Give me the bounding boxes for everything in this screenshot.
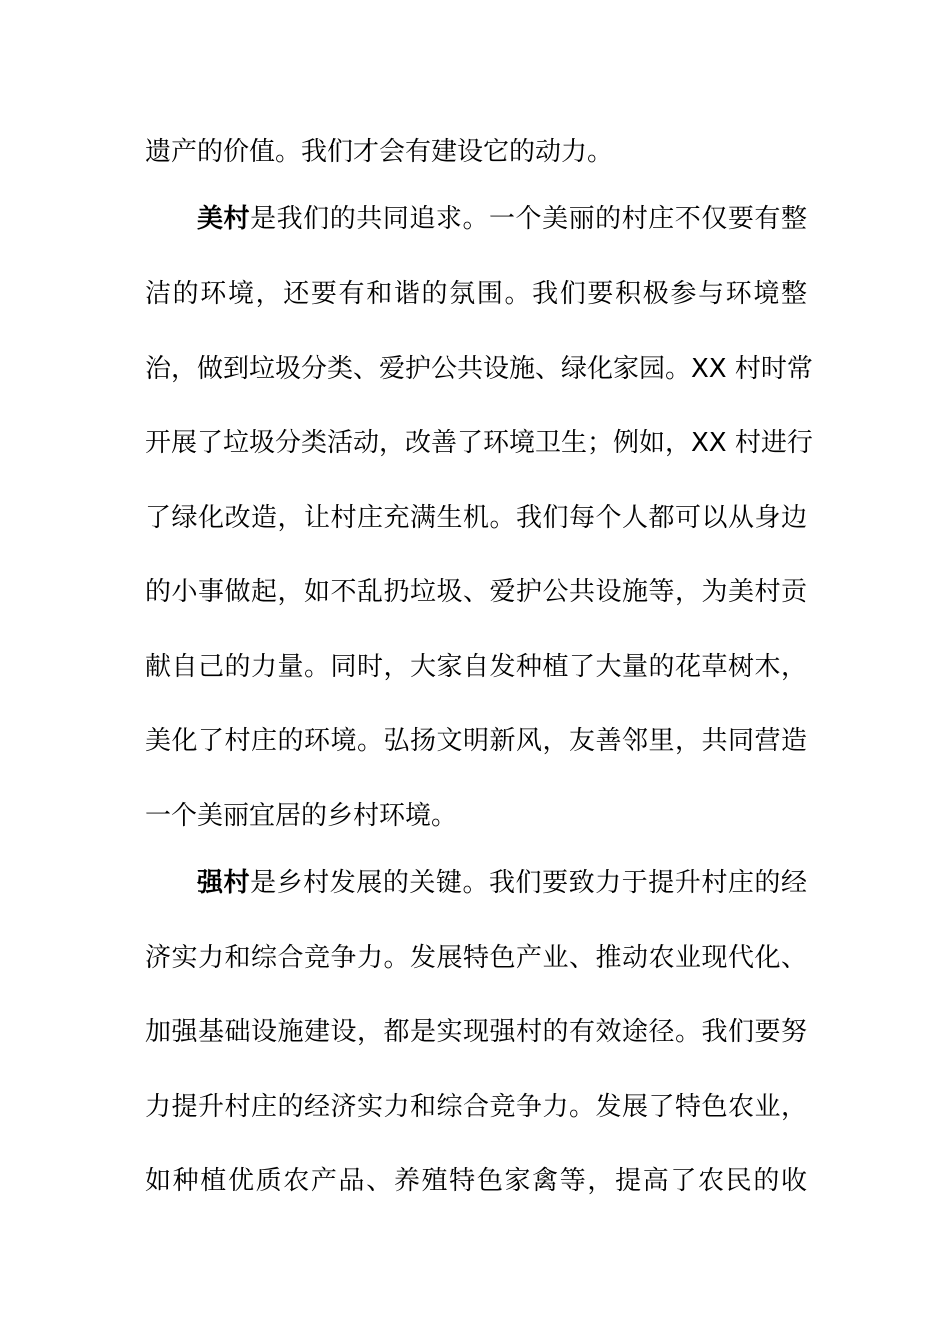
- paragraph-line: 加强基础设施建设，都是实现强村的有效途径。我们要努: [145, 1017, 807, 1047]
- paragraph-line: 力提升村庄的经济实力和综合竞争力。发展了特色农业，: [145, 1092, 807, 1122]
- paragraph-line: 洁的环境，还要有和谐的氛围。我们要积极参与环境整: [145, 279, 807, 309]
- paragraph-line-text: 是我们的共同追求。一个美丽的村庄不仅要有整: [250, 204, 807, 234]
- paragraph-line-text: 是乡村发展的关键。我们要致力于提升村庄的经: [250, 868, 807, 898]
- paragraph-line: 一个美丽宜居的乡村环境。: [145, 801, 458, 831]
- paragraph-keyword: 强村: [197, 868, 251, 898]
- paragraph-line: 美化了村庄的环境。弘扬文明新风，友善邻里，共同营造: [145, 726, 807, 756]
- paragraph-line: 开展了垃圾分类活动，改善了环境卫生；例如，XX 村进行: [145, 428, 813, 458]
- paragraph-keyword: 美村: [197, 204, 251, 234]
- paragraph-first-line: [197, 199, 807, 239]
- paragraph-line: 了绿化改造，让村庄充满生机。我们每个人都可以从身边: [145, 503, 807, 533]
- paragraph-line: 如种植优质农产品、养殖特色家禽等，提高了农民的收: [145, 1166, 807, 1196]
- paragraph-line: 治，做到垃圾分类、爱护公共设施、绿化家园。XX 村时常: [145, 354, 813, 384]
- paragraph-line: 济实力和综合竞争力。发展特色产业、推动农业现代化、: [145, 943, 807, 973]
- paragraph-line: 献自己的力量。同时，大家自发种植了大量的花草树木，: [145, 652, 807, 682]
- paragraph-first-line: [197, 863, 807, 903]
- paragraph-line: 的小事做起，如不乱扔垃圾、爱护公共设施等，为美村贡: [145, 577, 807, 607]
- paragraph-line: 遗产的价值。我们才会有建设它的动力。: [145, 137, 614, 167]
